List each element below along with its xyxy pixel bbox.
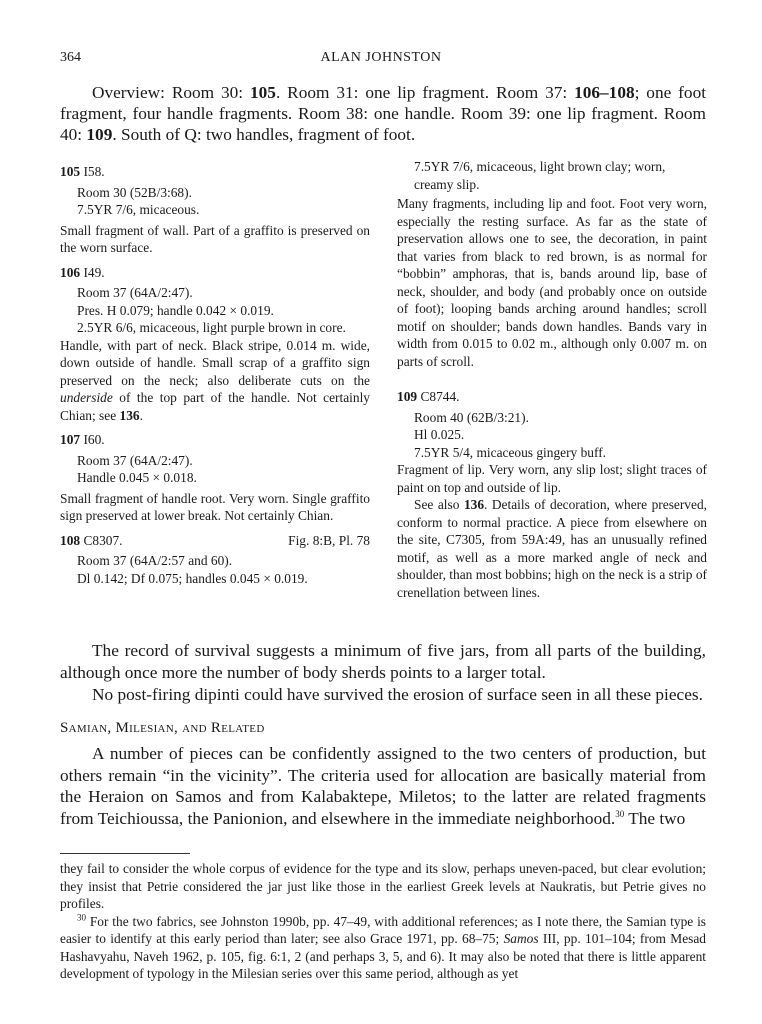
- entry-description: [397, 496, 707, 601]
- catalogue-left-column: [60, 163, 370, 587]
- entry-meta: Handle 0.045 × 0.018.: [77, 470, 197, 485]
- section-heading: Samian, Milesian, and Related: [60, 720, 265, 736]
- entry-number: 106: [60, 264, 81, 280]
- body-text: No post-firing dipinti could have survived the erosion of surface seen in all these pieces.: [92, 685, 703, 704]
- entry-number: 108: [60, 532, 81, 548]
- description-text: See also: [414, 497, 464, 512]
- footnote-30: [60, 913, 706, 983]
- overview-text: . South of Q: two handles, fragment of foot.: [112, 125, 416, 144]
- description-emphasis: underside: [60, 390, 113, 405]
- entry-description: Small fragment of wall. Part of a graffito is preserved on the worn surface.: [60, 222, 370, 255]
- entry-meta: 7.5YR 7/6, micaceous, light brown clay; worn, creamy slip.: [414, 159, 666, 192]
- footnote-text: For the two fabrics, see Johnston 1990b, pp. 47–49, with additional references; as I note there, the Samian type is easier to identify at this early period than later; see also Grace 1971, pp. 68–75;: [60, 913, 706, 946]
- catalogue-ref: 109: [86, 125, 113, 144]
- description-text: Handle, with part of neck. Black stripe, 0.014 m. wide, down outside of handle. Small scrap of a graffito sign preserved on the neck; also deliberate cuts on the: [60, 337, 370, 388]
- inventory-number: I49.: [83, 264, 105, 280]
- catalogue-ref: 105: [250, 83, 276, 102]
- inventory-number: I60.: [83, 432, 105, 447]
- entry-meta: 7.5YR 5/4, micaceous gingery buff.: [414, 444, 607, 460]
- entry-meta: Room 30 (52B/3:68).: [77, 184, 192, 200]
- entry-number: 109: [397, 389, 418, 404]
- overview-paragraph: [60, 82, 706, 145]
- entry-108-heading: [60, 532, 370, 550]
- body-text: The two: [624, 808, 686, 828]
- running-head: ALAN JOHNSTON: [320, 50, 442, 65]
- entry-107-heading: [60, 431, 370, 449]
- body-paragraph: [60, 684, 706, 706]
- entry-meta: 7.5YR 7/6, micaceous.: [77, 202, 200, 217]
- footnote-marker[interactable]: 30: [615, 808, 625, 819]
- catalogue-ref: 136: [119, 407, 140, 423]
- overview-text: . Room 31: one lip fragment. Room 37:: [275, 83, 575, 102]
- body-paragraph: [60, 640, 706, 683]
- body-paragraph: [60, 743, 706, 829]
- footnote-number: 30: [77, 912, 86, 923]
- entry-description: Small fragment of handle root. Very worn. Single graffito sign preserved at lower break. Not certainly Chian.: [60, 490, 370, 523]
- entry-meta: Room 40 (62B/3:21).: [414, 409, 529, 425]
- entry-105-heading: [60, 163, 370, 181]
- overview-text: ; one foot fragment, four handle fragments. Room 38: one handle. Room 39: one lip fragment. Room 40:: [60, 83, 707, 144]
- entry-109-heading: [397, 388, 707, 406]
- entry-meta: Room 37 (64A/2:47).: [77, 285, 193, 300]
- catalogue-ref: 106–108: [574, 83, 635, 102]
- catalogue-ref: 136: [463, 497, 485, 512]
- body-text: The record of survival suggests a minimum of five jars, from all parts of the building, although once more the number of body sherds points to a larger total.: [60, 641, 706, 682]
- entry-description: [60, 337, 370, 425]
- body-text: A number of pieces can be confidently assigned to the two centers of production, but others remain “in the vicinity”. The criteria used for allocation are basically material from the Heraion on Samos and from Kalabaktepe, Miletos; to the latter are related fragments from Teichioussa, the Panionion, and elsewhere in the immediate neighborhood.: [60, 744, 706, 828]
- entry-meta: Room 37 (64A/2:47).: [77, 452, 193, 468]
- entry-description: Many fragments, including lip and foot. Foot very worn, especially the resting surface. As far as the state of preservation allows one to see, the decoration, in paint that varies from black to red brown, is as normal for “bobbin” amphoras, that is, bands around lip, base of neck, shoulder, and body (and probably once on outside of foot); looping bands arching around handles; scroll motif on shoulder; bands down handles. Bands vary in width from 0.015 to 0.02 m., although only 0.007 m. on parts of scroll.: [397, 196, 707, 369]
- footnote-emphasis: Samos: [503, 931, 539, 946]
- entry-number: 105: [60, 164, 81, 179]
- footnote-text: III, pp. 101–104; from Mesad Hashavyahu, Naveh 1962, p. 105, fig. 6:1, 2 (and perhaps 3, 5, and 6). It may also be noted that there is little apparent development of typology in the Milesian series over this same period, although as yet: [60, 931, 706, 981]
- footnotes: [60, 860, 706, 983]
- description-text: of the top part of the handle. Not certainly Chian; see: [60, 390, 370, 423]
- entry-meta: Hl 0.025.: [414, 427, 465, 442]
- inventory-number: I58.: [83, 164, 105, 179]
- footnote-rule: [60, 853, 190, 854]
- catalogue-right-column: [397, 159, 707, 601]
- overview-text: Overview: Room 30:: [92, 83, 251, 102]
- footnote-continuation: they fail to consider the whole corpus of evidence for the type and its slow, perhaps uneven-paced, but clear evolution; they insist that Petrie considered the jar just like those in the earliest Greek levels at Naukratis, but Petrie gives no profiles.: [60, 861, 706, 911]
- inventory-number: C8307.: [83, 532, 123, 548]
- page-number: 364: [60, 50, 81, 65]
- inventory-number: C8744.: [420, 389, 460, 404]
- entry-meta: Dl 0.142; Df 0.075; handles 0.045 × 0.019.: [77, 570, 308, 586]
- entry-meta: Room 37 (64A/2:57 and 60).: [77, 553, 233, 568]
- description-text: .: [139, 407, 143, 423]
- entry-number: 107: [60, 432, 81, 447]
- entry-meta: 2.5YR 6/6, micaceous, light purple brown in core.: [77, 320, 346, 335]
- figure-reference: Fig. 8:B, Pl. 78: [288, 532, 370, 548]
- entry-106-heading: [60, 264, 370, 282]
- entry-description: Fragment of lip. Very worn, any slip lost; slight traces of paint on top and outside of lip.: [397, 462, 707, 495]
- entry-meta: Pres. H 0.079; handle 0.042 × 0.019.: [77, 302, 274, 318]
- description-text: . Details of decoration, where preserved, conform to normal practice. A piece from elsewhere on the site, C7305, from 59A:49, has an unusually refined motif, as well as a more marked angle of neck and shoulder, than most bobbins; high on the neck is a strip of crenellation between lines.: [397, 497, 707, 600]
